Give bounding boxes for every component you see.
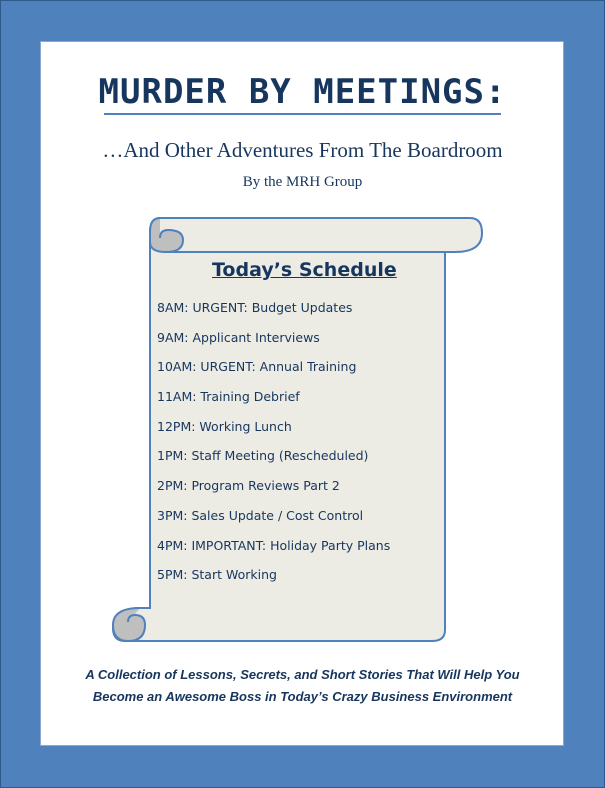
byline: By the MRH Group (242, 174, 363, 190)
schedule-item: 10AM: URGENT: Annual Training (157, 359, 357, 375)
book-subtitle: …And Other Adventures From The Boardroom (102, 138, 503, 162)
schedule-item: 1PM: Staff Meeting (Rescheduled) (157, 448, 369, 464)
book-title: MURDER BY MEETINGS: (98, 72, 507, 112)
schedule-item: 5PM: Start Working (157, 567, 277, 583)
schedule-item: 4PM: IMPORTANT: Holiday Party Plans (157, 537, 391, 553)
schedule-heading: Today’s Schedule (212, 259, 397, 281)
tagline-line-2: Become an Awesome Boss in Today’s Crazy Business Environment (92, 689, 513, 704)
schedule-item: 9AM: Applicant Interviews (157, 329, 320, 345)
schedule-item: 11AM: Training Debrief (157, 389, 300, 405)
schedule-item: 12PM: Working Lunch (157, 418, 292, 434)
tagline-line-1: A Collection of Lessons, Secrets, and Short Stories That Will Help You (85, 667, 520, 682)
schedule-list (157, 300, 390, 597)
tagline (0, 664, 605, 708)
schedule-item: 8AM: URGENT: Budget Updates (157, 300, 353, 315)
schedule-item: 2PM: Program Reviews Part 2 (157, 478, 340, 494)
schedule-item: 3PM: Sales Update / Cost Control (157, 507, 364, 523)
